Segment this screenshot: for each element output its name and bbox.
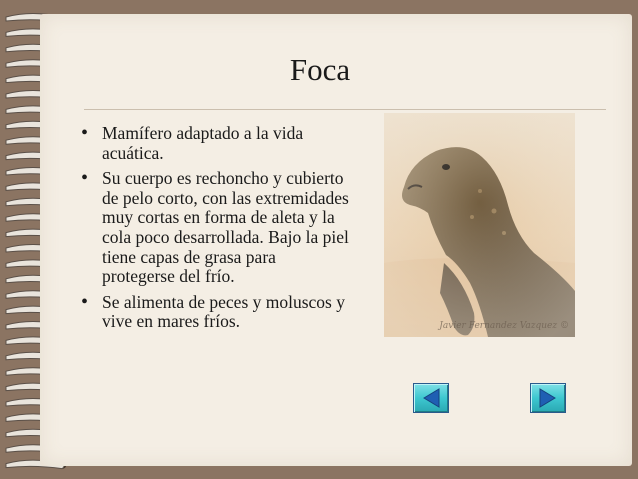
title-divider [84,109,606,110]
photo-caption: Javier Fernandez Vazquez © [439,321,569,331]
slide-title: Foca [289,52,351,87]
previous-slide-button[interactable] [413,383,449,413]
triangle-left-icon [414,384,448,412]
seal-photo [384,113,575,337]
bullet-item: • Mamífero adaptado a la vida acuática. [80,124,350,163]
triangle-right-icon [531,384,565,412]
bullet-item: • Su cuerpo es rechoncho y cubierto de pelo corto, con las extremidades muy cortas en forma de aleta y la cola poco desarrollada. Bajo la piel tiene capas de grasa para protegerse del frío. [80,169,350,287]
bullet-list [80,124,350,338]
next-slide-button[interactable] [530,383,566,413]
bullet-item: • Se alimenta de peces y moluscos y vive en mares fríos. [80,293,350,332]
